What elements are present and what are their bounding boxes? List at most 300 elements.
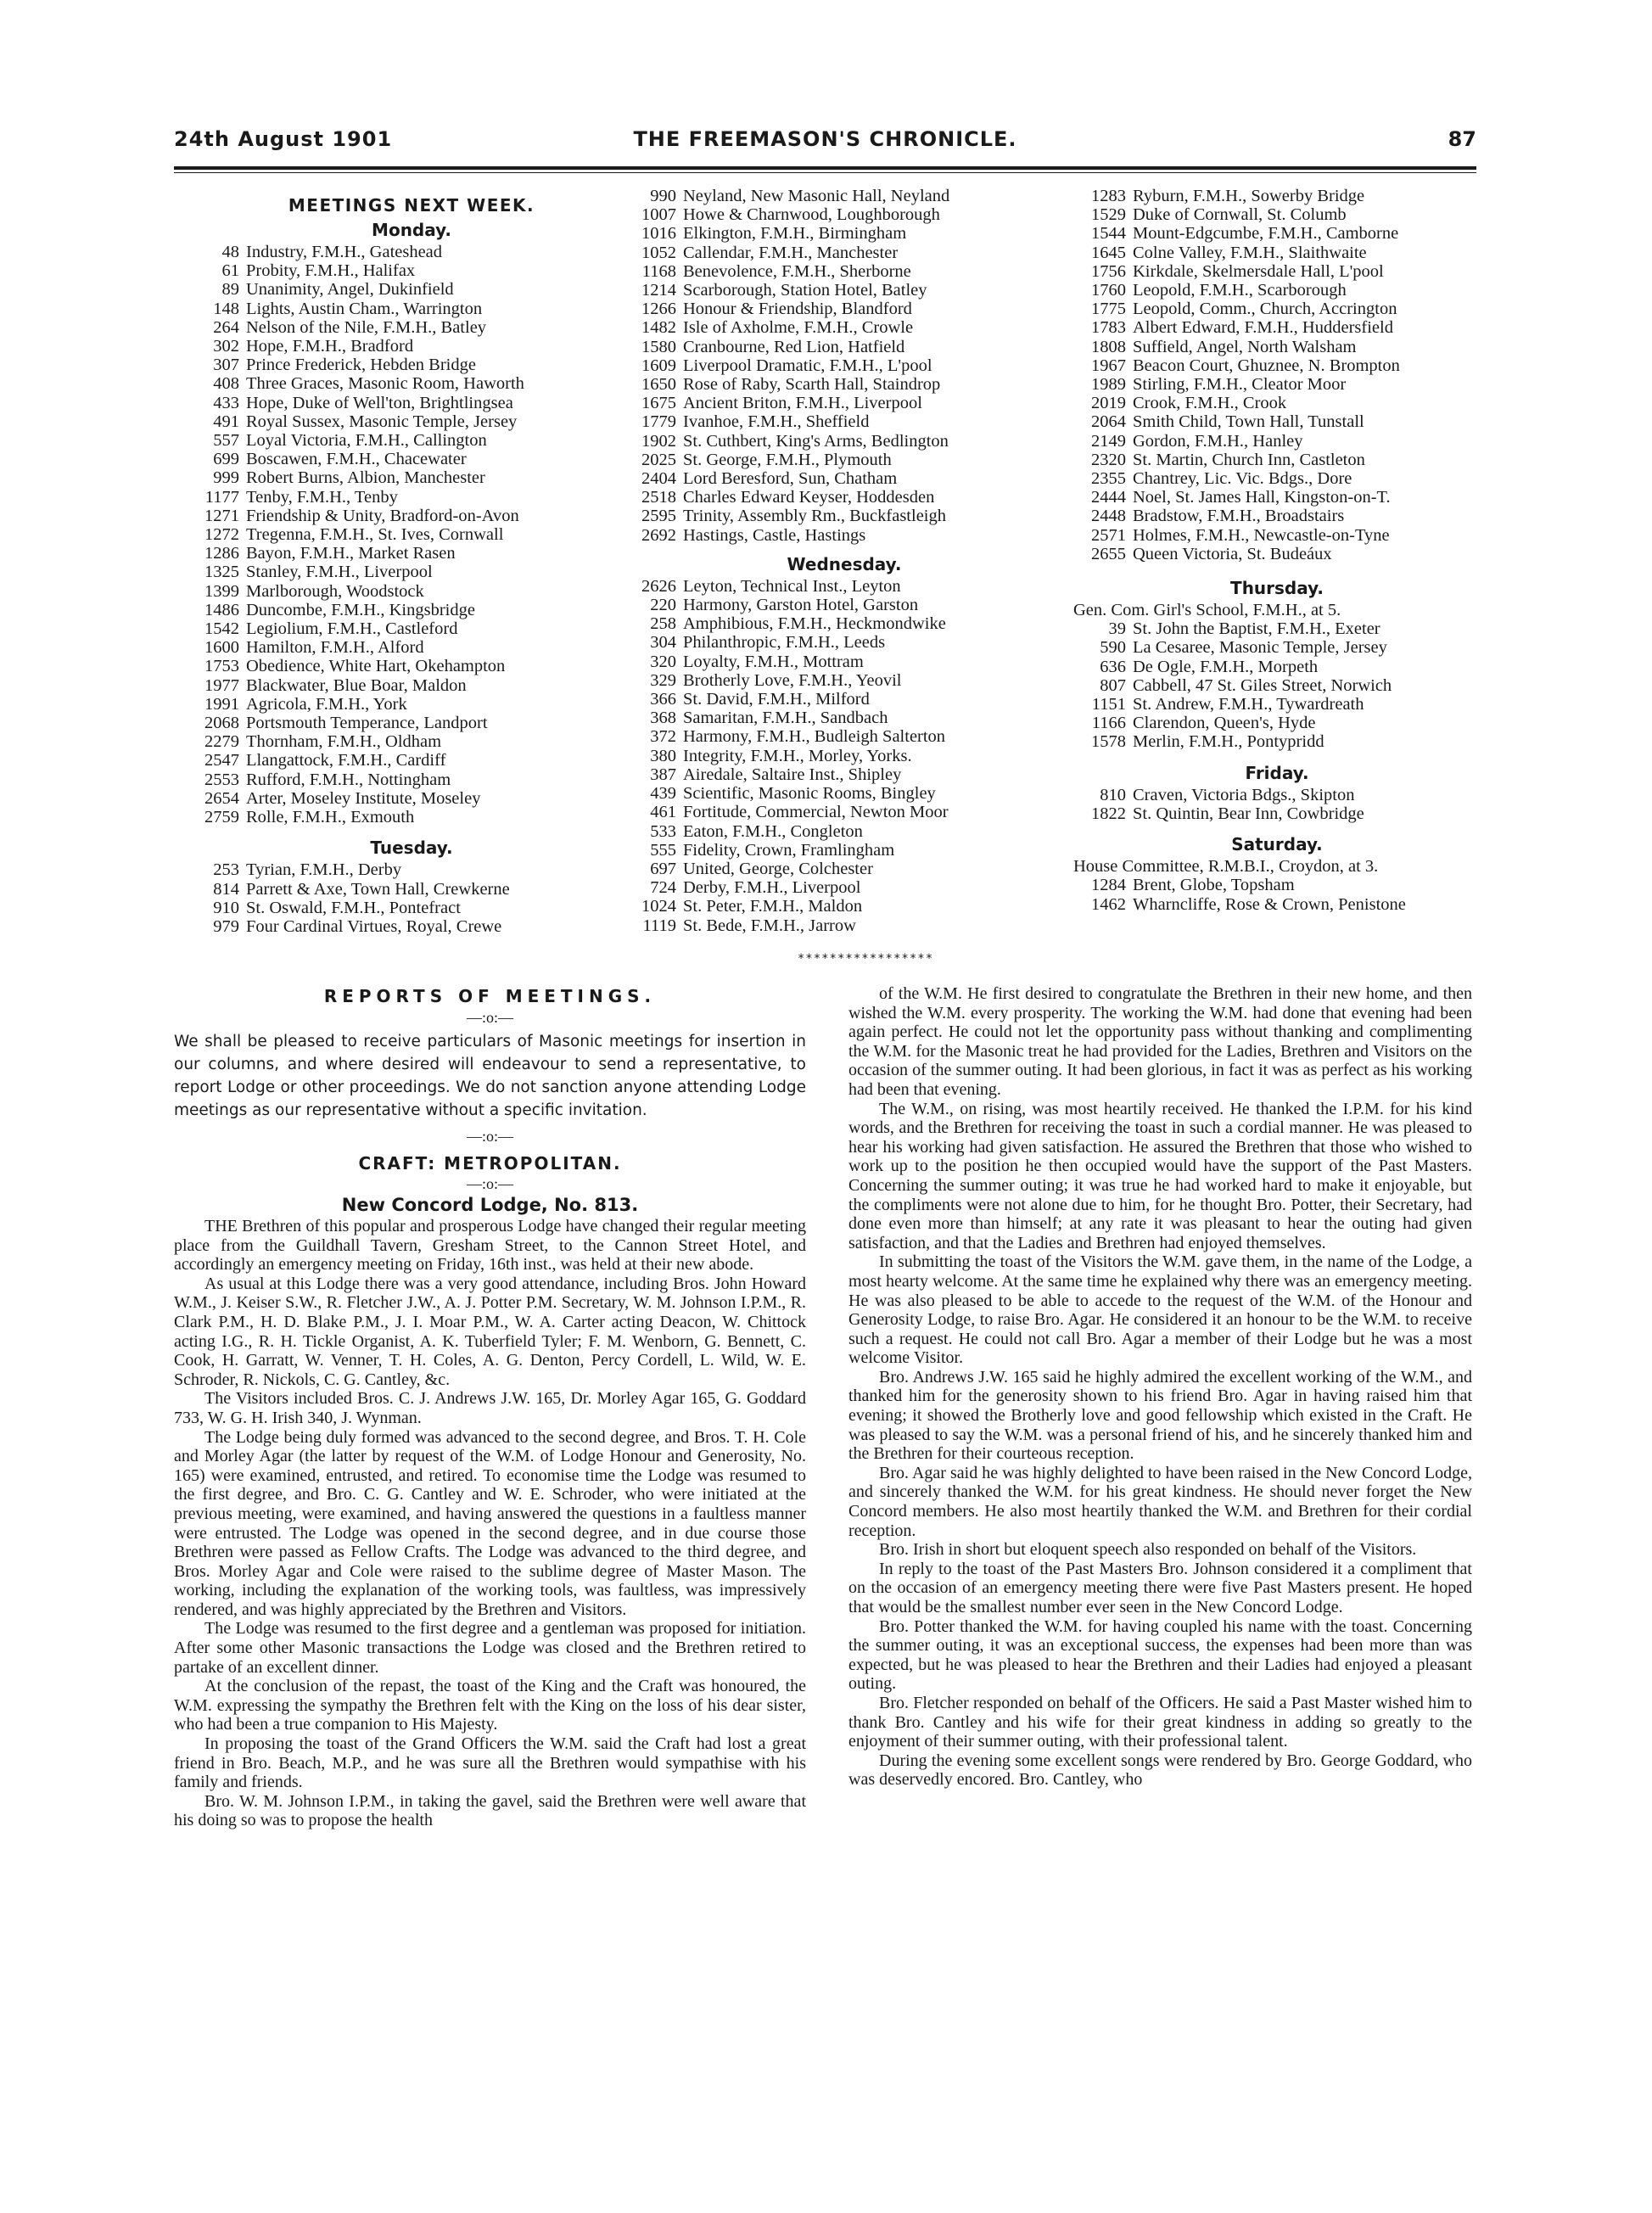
lodge-entry (187, 732, 636, 751)
lodge-number: 1166 (1091, 714, 1126, 733)
wednesday-list-continued (1073, 187, 1481, 563)
lodge-number: 148 (213, 299, 239, 318)
thursday-list (1073, 619, 1481, 751)
thursday-intro: Gen. Com. Girl's School, F.M.H., at 5. (1073, 601, 1341, 620)
lodge-entry (1073, 714, 1481, 732)
lodge-number: 1902 (641, 431, 676, 451)
lodge-number: 39 (1108, 619, 1126, 639)
lodge-entry (624, 224, 1065, 243)
lodge-number: 1271 (204, 506, 239, 525)
lodge-number: 979 (213, 916, 239, 936)
lodge-entry (624, 709, 1065, 727)
day-heading-wednesday: Wednesday. (787, 553, 902, 574)
lodge-number: 2759 (204, 808, 239, 827)
lodge-name-venue: Rufford, F.M.H., Nottingham (246, 770, 451, 789)
lodge-name-venue: Harmony, F.M.H., Budleigh Salterton (683, 727, 946, 747)
lodge-name-venue: Thornham, F.M.H., Oldham (246, 732, 442, 752)
lodge-entry (187, 488, 636, 507)
lodge-name-venue: Leopold, Comm., Church, Accrington (1133, 300, 1397, 319)
lodge-number: 2404 (641, 469, 676, 489)
article-paragraph: At the conclusion of the repast, the toast of the King and the Craft was honoured, the W.M. expressing the sympathy the Brethren felt with the King on the loss of his dear sister, who had been a true companion to His Majesty. (174, 1677, 806, 1734)
lodge-number: 2692 (641, 525, 676, 545)
lodge-number: 1967 (1091, 356, 1126, 375)
lodge-entry (1073, 619, 1481, 638)
lodge-entry (624, 432, 1065, 451)
lodge-entry (1073, 262, 1481, 281)
lodge-name-venue: Four Cardinal Virtues, Royal, Crewe (246, 916, 502, 936)
lodge-name-venue: St. Andrew, F.M.H., Tywardreath (1133, 695, 1364, 714)
lodge-number: 1783 (1091, 318, 1126, 338)
lodge-entry (1073, 469, 1481, 488)
lodge-entry (187, 563, 636, 581)
lodge-entry (624, 451, 1065, 469)
lodge-number: 1486 (204, 600, 239, 619)
lodge-entry (1073, 244, 1481, 262)
lodge-entry (624, 244, 1065, 262)
lodge-entry (624, 653, 1065, 671)
lodge-entry (1073, 300, 1481, 318)
lodge-name-venue: Unanimity, Angel, Dukinfield (246, 280, 454, 300)
lodge-entry (187, 770, 636, 789)
lodge-entry (187, 751, 636, 770)
lodge-entry (624, 916, 1065, 935)
lodge-name-venue: De Ogle, F.M.H., Morpeth (1133, 657, 1319, 676)
lodge-number: 1822 (1091, 804, 1126, 823)
article-paragraph: In submitting the toast of the Visitors the W.M. gave them, in the name of the Lodge, a most hearty welcome. At the same time he explained why there was an emergency meeting. He was also pleased to be able to accede to the request of the W.M. of the Honour and Generosity Lodge, to raise Bro. Agar. He considered it an honour to be the W.M. to receive such a request. He could not call Bro. Agar a member of their Lodge but he was a most welcome Visitor. (848, 1252, 1472, 1368)
page-number: 87 (1448, 127, 1476, 151)
lodge-name-venue: Clarendon, Queen's, Hyde (1133, 714, 1316, 733)
friday-list (1073, 786, 1481, 823)
lodge-name-venue: Leopold, F.M.H., Scarborough (1133, 281, 1347, 300)
lodge-entry (1073, 356, 1481, 375)
lodge-number: 2626 (641, 576, 676, 596)
lodge-entry (187, 676, 636, 695)
saturday-list (1073, 876, 1481, 913)
lodge-number: 697 (650, 859, 676, 878)
lodge-number: 1989 (1091, 375, 1126, 395)
lodge-entry (187, 431, 636, 450)
lodge-entry (187, 899, 636, 917)
lodge-name-venue: Agricola, F.M.H., York (246, 694, 407, 714)
article-paragraph: Bro. Fletcher responded on behalf of the Officers. He said a Past Master wished him to thank Bro. Cantley and his wife for their great kindness in adding so greatly to the enjoyment of their summer outing, with their professional talent. (848, 1693, 1472, 1751)
lodge-name-venue: Rose of Raby, Scarth Hall, Staindrop (683, 375, 941, 395)
lodge-name-venue: Nelson of the Nile, F.M.H., Batley (246, 317, 487, 337)
lodge-name-venue: Crook, F.M.H., Crook (1133, 394, 1287, 413)
lodge-name-venue: Craven, Victoria Bdgs., Skipton (1133, 785, 1355, 804)
lodge-name-venue: St. George, F.M.H., Plymouth (683, 450, 892, 469)
lodge-number: 372 (650, 727, 676, 747)
article-paragraph: Bro. Irish in short but eloquent speech also responded on behalf of the Visitors. (879, 1540, 1417, 1560)
lodge-entry (624, 318, 1065, 337)
lodge-name-venue: Ancient Briton, F.M.H., Liverpool (683, 394, 922, 413)
reports-title: REPORTS OF MEETINGS. (323, 986, 657, 1006)
lodge-name-venue: Fidelity, Crown, Framlingham (683, 840, 895, 860)
meetings-column-3 (1073, 187, 1481, 914)
lodge-entry (187, 412, 636, 431)
meetings-heading: MEETINGS NEXT WEEK. (288, 195, 535, 216)
lodge-entry (187, 337, 636, 356)
lodge-heading: New Concord Lodge, No. 813. (341, 1195, 639, 1215)
lodge-name-venue: Cranbourne, Red Lion, Hatfield (683, 337, 905, 356)
lodge-entry (187, 789, 636, 808)
tuesday-list (187, 860, 636, 936)
lodge-entry (1073, 658, 1481, 676)
lodge-number: 1283 (1091, 187, 1126, 205)
lodge-name-venue: Tregenna, F.M.H., St. Ives, Cornwall (246, 525, 504, 545)
lodge-entry (1073, 507, 1481, 525)
lodge-entry (187, 544, 636, 563)
lodge-number: 1645 (1091, 243, 1126, 262)
lodge-entry (624, 897, 1065, 916)
lodge-entry (187, 525, 636, 544)
lodge-entry (187, 374, 636, 393)
lodge-name-venue: Parrett & Axe, Town Hall, Crewkerne (246, 879, 510, 899)
lodge-name-venue: Brent, Globe, Topsham (1133, 876, 1295, 895)
lodge-number: 366 (650, 690, 676, 709)
lodge-number: 555 (650, 840, 676, 860)
lodge-name-venue: Callendar, F.M.H., Manchester (683, 243, 899, 262)
lodge-name-venue: Holmes, F.M.H., Newcastle-on-Tyne (1133, 525, 1390, 545)
lodge-entry (187, 356, 636, 374)
lodge-entry (187, 243, 636, 261)
lodge-number: 2068 (204, 714, 239, 733)
lodge-number: 1544 (1091, 224, 1126, 244)
lodge-number: 387 (650, 765, 676, 784)
lodge-entry (1073, 876, 1481, 894)
lodge-number: 1462 (1091, 894, 1126, 914)
lodge-name-venue: Rolle, F.M.H., Exmouth (246, 808, 415, 827)
lodge-name-venue: Legiolium, F.M.H., Castleford (246, 619, 458, 639)
lodge-number: 699 (213, 450, 239, 469)
lodge-name-venue: Prince Frederick, Hebden Bridge (246, 356, 476, 375)
lodge-entry (624, 205, 1065, 224)
lodge-number: 302 (213, 337, 239, 356)
lodge-entry (187, 261, 636, 280)
lodge-entry (1073, 432, 1481, 451)
lodge-name-venue: St. David, F.M.H., Milford (683, 690, 870, 709)
article-paragraph: During the evening some excellent songs were rendered by Bro. George Goddard, who was deservedly encored. Bro. Cantley, who (848, 1751, 1472, 1790)
lodge-name-venue: Scientific, Masonic Rooms, Bingley (683, 784, 936, 804)
meetings-column-2 (624, 187, 1065, 935)
lodge-name-venue: Industry, F.M.H., Gateshead (246, 243, 443, 261)
lodge-number: 2547 (204, 751, 239, 770)
lodge-number: 1977 (204, 675, 239, 695)
lodge-number: 910 (213, 898, 239, 917)
lodge-name-venue: Integrity, F.M.H., Morley, Yorks. (683, 746, 912, 765)
lodge-name-venue: United, George, Colchester (683, 859, 873, 878)
lodge-name-venue: Howe & Charnwood, Loughborough (683, 205, 940, 225)
lodge-entry (1073, 638, 1481, 657)
lodge-name-venue: Marlborough, Woodstock (246, 581, 424, 601)
lodge-entry (624, 281, 1065, 300)
lodge-number: 1177 (204, 487, 239, 507)
lodge-name-venue: Duncombe, F.M.H., Kingsbridge (246, 600, 475, 619)
lodge-number: 2320 (1091, 450, 1126, 469)
lodge-entry (624, 803, 1065, 821)
lodge-name-venue: Scarborough, Station Hotel, Batley (683, 281, 927, 300)
article-paragraph: In reply to the toast of the Past Masters Bro. Johnson considered it a compliment that on the occasion of an emergency meeting there were five Past Masters present. He hoped that would be the smallest number ever seen in the New Concord Lodge. (848, 1559, 1472, 1616)
day-heading-monday: Monday. (372, 220, 451, 240)
lodge-name-venue: Eaton, F.M.H., Congleton (683, 821, 863, 841)
lodge-entry (624, 412, 1065, 431)
article-paragraph: of the W.M. He first desired to congratulate the Brethren in their new home, and then wished the W.M. every prosperity. The working the W.M. had done that evening had been again perfect. He could not let the opportunity pass without thanking and complimenting the W.M. for the Masonic treat he had provided for the Ladies, Brethren and Visitors on the occasion of the summer outing. It had been glorious, in fact it was as perfect as his working had been that evening. (848, 984, 1472, 1099)
lodge-number: 2064 (1091, 412, 1126, 432)
lodge-number: 2019 (1091, 394, 1126, 413)
lodge-name-venue: Merlin, F.M.H., Pontypridd (1133, 732, 1324, 752)
lodge-entry (624, 822, 1065, 841)
lodge-name-venue: Stanley, F.M.H., Liverpool (246, 563, 433, 582)
lodge-entry (624, 727, 1065, 746)
lodge-name-venue: Chantrey, Lic. Vic. Bdgs., Dore (1133, 469, 1352, 489)
lodge-number: 2518 (641, 488, 676, 507)
lodge-name-venue: Hamilton, F.M.H., Alford (246, 638, 424, 658)
lodge-name-venue: Wharncliffe, Rose & Crown, Penistone (1133, 894, 1406, 914)
lodge-entry (187, 450, 636, 468)
lodge-name-venue: Loyal Victoria, F.M.H., Callington (246, 431, 487, 451)
lodge-name-venue: St. Peter, F.M.H., Maldon (683, 897, 863, 916)
lodge-name-venue: Probity, F.M.H., Halifax (246, 261, 416, 281)
lodge-entry (624, 394, 1065, 412)
lodge-entry (1073, 451, 1481, 469)
lodge-entry (624, 469, 1065, 488)
lodge-number: 320 (650, 652, 676, 671)
lodge-name-venue: Leyton, Technical Inst., Leyton (683, 576, 901, 596)
lodge-number: 2149 (1091, 431, 1126, 451)
lodge-entry (1073, 205, 1481, 224)
lodge-name-venue: Tyrian, F.M.H., Derby (246, 860, 402, 880)
lodge-entry (624, 784, 1065, 803)
reports-notice: We shall be pleased to receive particulars of Masonic meetings for insertion in our columns, and where desired will endeavour to send a representative, to report Lodge or other proceedings. We do not sanction anyone attending Lodge meetings as our representative without a specific invitation. (174, 1033, 806, 1119)
lodge-entry (624, 614, 1065, 633)
lodge-number: 1325 (204, 563, 239, 582)
lodge-entry (624, 262, 1065, 281)
lodge-entry (187, 657, 636, 675)
lodge-name-venue: Stirling, F.M.H., Cleator Moor (1133, 375, 1347, 395)
lodge-number: 1650 (641, 375, 676, 395)
lodge-number: 220 (650, 596, 676, 615)
lodge-number: 408 (213, 374, 239, 394)
lodge-number: 61 (221, 261, 239, 281)
lodge-entry (187, 468, 636, 487)
lodge-number: 1151 (1091, 695, 1126, 714)
lodge-name-venue: Ivanhoe, F.M.H., Sheffield (683, 412, 870, 432)
lodge-entry (624, 841, 1065, 860)
lodge-number: 810 (1100, 785, 1126, 804)
lodge-number: 264 (213, 317, 239, 337)
lodge-number: 1675 (641, 394, 676, 413)
lodge-entry (624, 375, 1065, 394)
lodge-number: 1007 (641, 205, 676, 225)
lodge-entry (624, 187, 1065, 205)
lodge-number: 1399 (204, 581, 239, 601)
lodge-entry (1073, 394, 1481, 412)
lodge-entry (187, 619, 636, 638)
lodge-entry (1073, 318, 1481, 337)
craft-heading: CRAFT: METROPOLITAN. (358, 1153, 622, 1174)
lodge-number: 2355 (1091, 469, 1126, 489)
lodge-name-venue: Portsmouth Temperance, Landport (246, 714, 488, 733)
lodge-number: 1991 (204, 694, 239, 714)
reports-column-left (174, 984, 806, 1830)
lodge-name-venue: Albert Edward, F.M.H., Huddersfield (1133, 318, 1393, 338)
lodge-number: 433 (213, 393, 239, 412)
lodge-name-venue: St. John the Baptist, F.M.H., Exeter (1133, 619, 1380, 639)
lodge-entry (187, 917, 636, 936)
lodge-name-venue: Honour & Friendship, Blandford (683, 300, 912, 319)
lodge-name-venue: Kirkdale, Skelmersdale Hall, L'pool (1133, 261, 1384, 281)
lodge-entry (1073, 526, 1481, 545)
lodge-name-venue: Philanthropic, F.M.H., Leeds (683, 633, 886, 653)
lodge-entry (1073, 281, 1481, 300)
lodge-name-venue: Tenby, F.M.H., Tenby (246, 487, 398, 507)
lodge-entry (624, 577, 1065, 596)
lodge-number: 1168 (641, 261, 676, 281)
lodge-entry (624, 633, 1065, 652)
article-paragraph: The Visitors included Bros. C. J. Andrews J.W. 165, Dr. Morley Agar 165, G. Goddard 733, W. G. H. Irish 340, J. Wynman. (174, 1389, 806, 1427)
lodge-name-venue: St. Bede, F.M.H., Jarrow (683, 916, 856, 935)
separator: —:o:— (466, 1128, 513, 1145)
lodge-name-venue: Benevolence, F.M.H., Sherborne (683, 261, 911, 281)
lodge-name-venue: La Cesaree, Masonic Temple, Jersey (1133, 638, 1387, 658)
lodge-entry (1073, 895, 1481, 914)
lodge-entry (187, 860, 636, 879)
lodge-number: 1753 (204, 657, 239, 676)
lodge-number: 2025 (641, 450, 676, 469)
day-heading-saturday: Saturday. (1231, 834, 1323, 855)
lodge-number: 999 (213, 468, 239, 488)
lodge-number: 1482 (641, 318, 676, 338)
reports-column-right (848, 984, 1472, 1790)
article-body-left (174, 1217, 806, 1830)
lodge-name-venue: Loyalty, F.M.H., Mottram (683, 652, 864, 671)
day-heading-friday: Friday. (1245, 762, 1309, 783)
lodge-name-venue: Isle of Axholme, F.M.H., Crowle (683, 318, 914, 338)
lodge-entry (624, 526, 1065, 545)
lodge-name-venue: Lord Beresford, Sun, Chatham (683, 469, 898, 489)
lodge-number: 1286 (204, 544, 239, 563)
lodge-number: 2655 (1091, 544, 1126, 563)
lodge-entry (1073, 786, 1481, 804)
lodge-number: 807 (1100, 675, 1126, 695)
wednesday-list (624, 577, 1065, 935)
lodge-number: 1756 (1091, 261, 1126, 281)
lodge-name-venue: St. Cuthbert, King's Arms, Bedlington (683, 431, 949, 451)
lodge-name-venue: Brotherly Love, F.M.H., Yeovil (683, 670, 902, 690)
lodge-name-venue: Samaritan, F.M.H., Sandbach (683, 709, 888, 728)
lodge-name-venue: Gordon, F.M.H., Hanley (1133, 431, 1303, 451)
lodge-entry (1073, 187, 1481, 205)
article-paragraph: Bro. Agar said he was highly delighted to have been raised in the New Concord Lodge, and sincerely thanked the W.M. for his great kindness. He should never forget the New Concord members. He also most heartily thanked the W.M. and Brethren for their cordial reception. (848, 1463, 1472, 1540)
lodge-entry (1073, 804, 1481, 823)
article-paragraph: As usual at this Lodge there was a very good attendance, including Bros. John Howard W.M., J. Keiser S.W., R. Fletcher J.W., A. J. Potter P.M. Secretary, W. M. Johnson I.P.M., R. Clark P.M., H. D. Blake P.M., J. I. Moar P.M., W. A. Carter acting Deacon, W. Chittock acting I.G., R. H. Tickle Organist, A. K. Tuberfield Tyler; F. M. Wenborn, G. Bennett, C. Cook, H. Garratt, W. Venner, T. H. Coles, A. G. Denton, Percy Cordell, L. Wild, W. E. Schroder, R. Nickols, C. G. Cantley, &c. (174, 1274, 806, 1389)
lodge-name-venue: Hastings, Castle, Hastings (683, 525, 866, 545)
lodge-name-venue: Mount-Edgcumbe, F.M.H., Camborne (1133, 224, 1399, 244)
tuesday-list-continued (624, 187, 1065, 545)
lodge-name-venue: Bayon, F.M.H., Market Rasen (246, 544, 456, 563)
lodge-name-venue: Derby, F.M.H., Liverpool (683, 878, 861, 898)
lodge-number: 307 (213, 356, 239, 375)
masthead-rule-thin (174, 172, 1476, 173)
lodge-name-venue: Friendship & Unity, Bradford-on-Avon (246, 506, 519, 525)
article-body-right (848, 984, 1472, 1790)
lodge-entry (187, 714, 636, 732)
lodge-number: 1052 (641, 243, 676, 262)
lodge-number: 1272 (204, 525, 239, 545)
lodge-number: 724 (650, 878, 676, 898)
lodge-name-venue: Fortitude, Commercial, Newton Moor (683, 803, 949, 822)
lodge-number: 1600 (204, 638, 239, 658)
lodge-number: 89 (221, 280, 239, 300)
lodge-entry (1073, 412, 1481, 431)
lodge-name-venue: Elkington, F.M.H., Birmingham (683, 224, 907, 244)
lodge-number: 1214 (641, 281, 676, 300)
lodge-entry (624, 878, 1065, 897)
lodge-name-venue: Llangattock, F.M.H., Cardiff (246, 751, 446, 770)
lodge-entry (624, 671, 1065, 690)
lodge-name-venue: Amphibious, F.M.H., Heckmondwike (683, 614, 946, 634)
lodge-number: 1578 (1091, 732, 1126, 752)
lodge-entry (187, 582, 636, 601)
lodge-name-venue: Robert Burns, Albion, Manchester (246, 468, 485, 488)
lodge-number: 2448 (1091, 507, 1126, 526)
separator: —:o:— (466, 1175, 513, 1192)
lodge-name-venue: St. Quintin, Bear Inn, Cowbridge (1133, 804, 1364, 823)
lodge-number: 557 (213, 431, 239, 451)
lodge-name-venue: Royal Sussex, Masonic Temple, Jersey (246, 412, 518, 431)
lodge-number: 1775 (1091, 300, 1126, 319)
lodge-entry (1073, 488, 1481, 507)
lodge-name-venue: Smith Child, Town Hall, Tunstall (1133, 412, 1364, 432)
lodge-name-venue: Hope, F.M.H., Bradford (246, 337, 414, 356)
lodge-name-venue: Liverpool Dramatic, F.M.H., L'pool (683, 356, 932, 375)
lodge-entry (1073, 676, 1481, 695)
lodge-number: 253 (213, 860, 239, 880)
lodge-name-venue: Lights, Austin Cham., Warrington (246, 299, 483, 318)
lodge-number: 1529 (1091, 205, 1126, 225)
lodge-entry (624, 690, 1065, 709)
lodge-name-venue: Cabbell, 47 St. Giles Street, Norwich (1133, 675, 1392, 695)
lodge-entry (1073, 695, 1481, 714)
lodge-entry (187, 695, 636, 714)
lodge-number: 491 (213, 412, 239, 431)
lodge-name-venue: Beacon Court, Ghuznee, N. Brompton (1133, 356, 1400, 375)
lodge-entry (1073, 732, 1481, 751)
lodge-number: 1609 (641, 356, 676, 375)
lodge-number: 439 (650, 784, 676, 804)
lodge-name-venue: St. Martin, Church Inn, Castleton (1133, 450, 1365, 469)
lodge-name-venue: Harmony, Garston Hotel, Garston (683, 596, 919, 615)
lodge-name-venue: St. Oswald, F.M.H., Pontefract (246, 898, 461, 917)
lodge-number: 304 (650, 633, 676, 653)
meetings-column-1 (187, 193, 636, 936)
lodge-entry (187, 808, 636, 826)
masthead (174, 127, 1476, 166)
lodge-entry (187, 601, 636, 619)
lodge-number: 990 (650, 187, 676, 205)
lodge-name-venue: Ryburn, F.M.H., Sowerby Bridge (1133, 187, 1365, 205)
lodge-number: 1016 (641, 224, 676, 244)
lodge-entry (1073, 375, 1481, 394)
lodge-entry (187, 880, 636, 899)
article-paragraph: Bro. Potter thanked the W.M. for having coupled his name with the toast. Concerning the summer outing, it was an exceptional success, the expenses had been more than was expected, but he was pleased to hear the Brethren and their Ladies had enjoyed a pleasant outing. (848, 1616, 1472, 1694)
lodge-number: 329 (650, 670, 676, 690)
lodge-entry (187, 280, 636, 299)
lodge-number: 1284 (1091, 876, 1126, 895)
lodge-number: 590 (1100, 638, 1126, 658)
paper-title: THE FREEMASON'S CHRONICLE. (633, 127, 1017, 151)
lodge-entry (187, 300, 636, 318)
lodge-number: 258 (650, 614, 676, 634)
